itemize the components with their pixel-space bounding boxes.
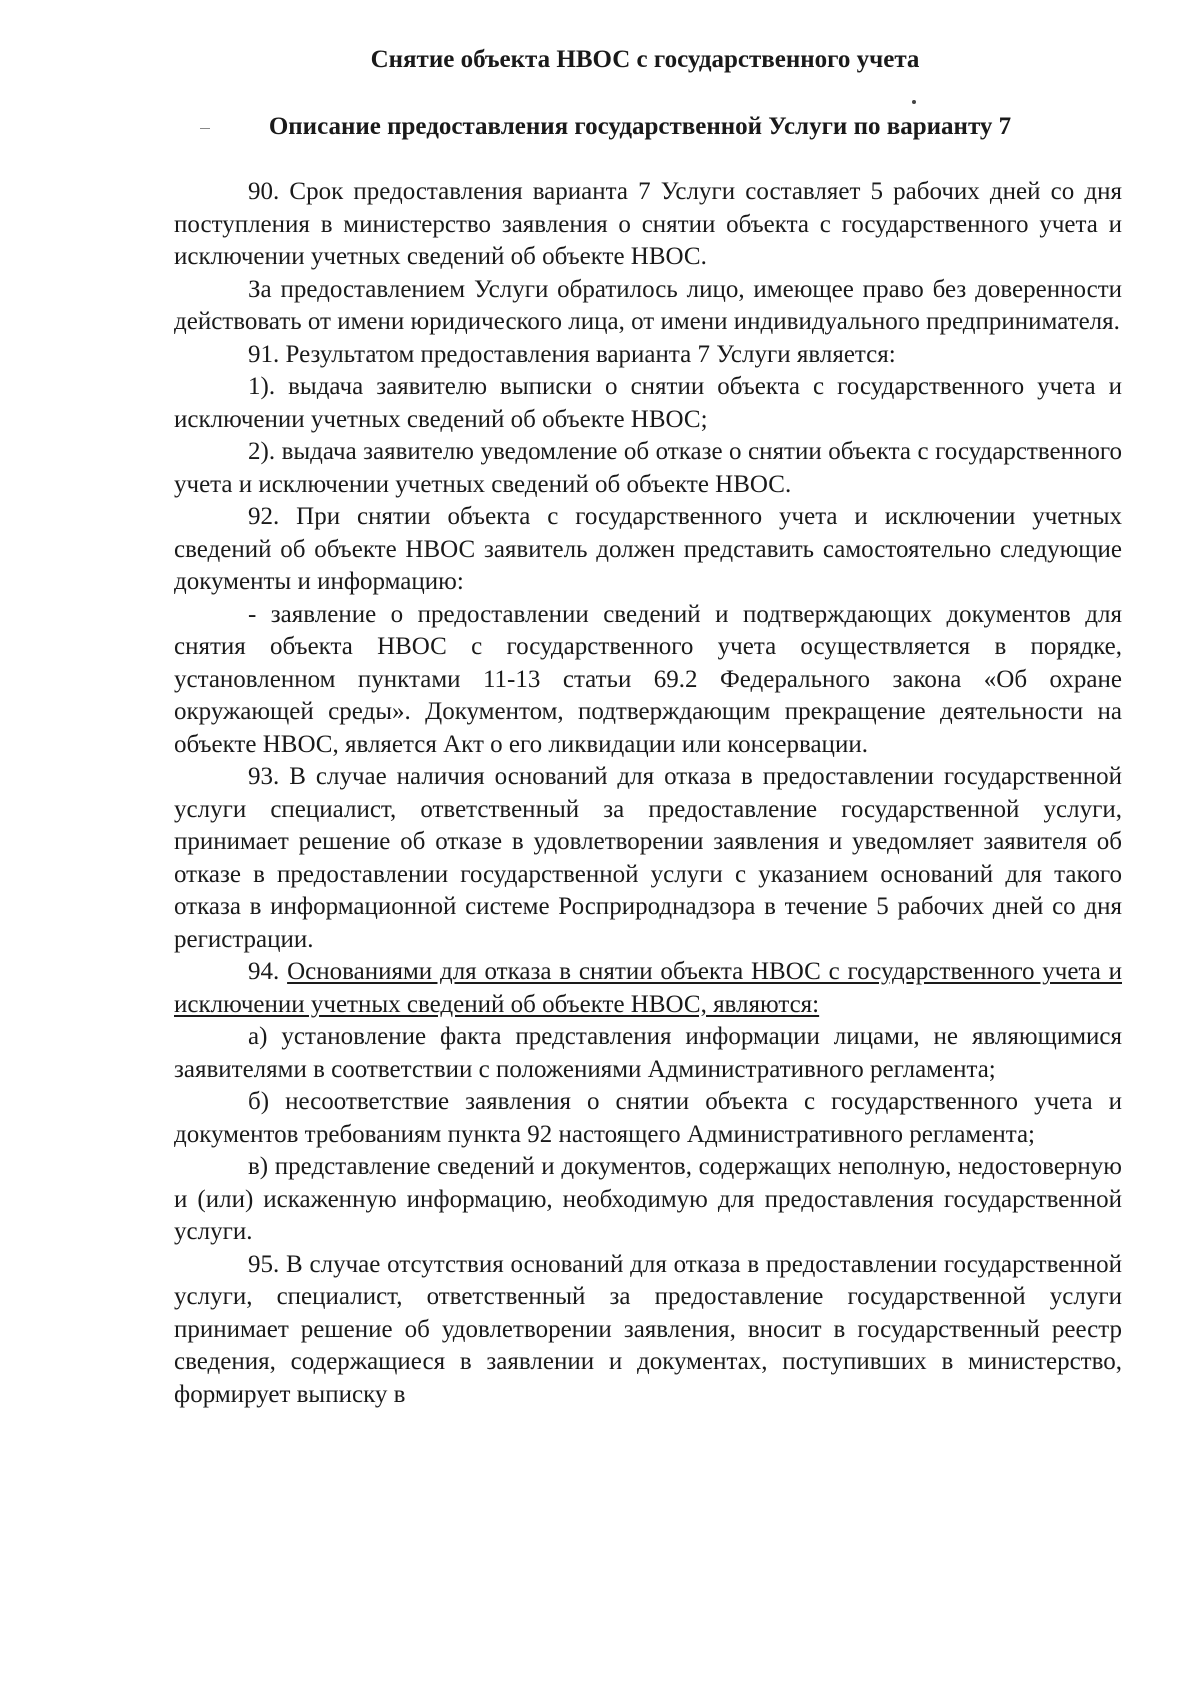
paragraph-94 bbox=[174, 956, 1122, 1021]
paragraph-94-underlined-text: Основаниями для отказа в снятии объекта НВОС с государственного учета и исключении учетных сведений об объекте НВОС, являются: bbox=[174, 958, 1122, 1018]
paragraph-91-item-1: 1). выдача заявителю выписки о снятии объекта с государственного учета и исключении учетных сведений об объекте НВОС; bbox=[174, 373, 1122, 433]
paragraph-94-number: 94. bbox=[248, 958, 280, 985]
paragraph-92: 92. При снятии объекта с государственного учета и исключении учетных сведений об объекте НВОС заявитель должен представить самостоятельно следующие документы и информацию: bbox=[174, 503, 1122, 595]
paragraph-94-item-b: б) несоответствие заявления о снятии объекта с государственного учета и документов требованиям пункта 92 настоящего Административного регламента; bbox=[174, 1088, 1122, 1148]
paragraph-90: 90. Срок предоставления варианта 7 Услуги составляет 5 рабочих дней со дня поступления в министерство заявления о снятии объекта с государственного учета и исключении учетных сведений об объекте НВОС. bbox=[174, 178, 1122, 270]
document-body bbox=[174, 176, 1122, 1411]
paragraph-92-item: - заявление о предоставлении сведений и подтверждающих документов для снятия объекта НВОС с государственного учета осуществляется в порядке, установленном пунктами 11-13 статьи 69.2 Федерального закона «Об охране окружающей среды». Документом, подтверждающим прекращение деятельности на объекте НВОС, является Акт о его ликвидации или консервации. bbox=[174, 600, 1122, 758]
document-title: Снятие объекта НВОС с государственного учета bbox=[370, 46, 920, 73]
document-subtitle: Описание предоставления государственной Услуги по варианту 7 bbox=[268, 113, 1012, 140]
paragraph-90-applicant: За предоставлением Услуги обратилось лицо, имеющее право без доверенности действовать от имени юридического лица, от имени индивидуального предпринимателя. bbox=[174, 275, 1122, 335]
paragraph-95: 95. В случае отсутствия оснований для отказа в предоставлении государственной услуги, специалист, ответственный за предоставление государственной услуги принимает решение об удовлетворении заявления, вносит в государственный реестр сведения, содержащиеся в заявлении и документах, поступивших в министерство, формирует выписку в bbox=[174, 1250, 1122, 1408]
paragraph-94-item-a: а) установление факта представления информации лицами, не являющимися заявителями в соответствии с положениями Административного регламента; bbox=[174, 1023, 1122, 1083]
paragraph-94-item-v: в) представление сведений и документов, содержащих неполную, недостоверную и (или) искаженную информацию, необходимую для предоставления государственной услуги. bbox=[174, 1153, 1122, 1245]
paragraph-91-item-2: 2). выдача заявителю уведомление об отказе о снятии объекта с государственного учета и исключении учетных сведений об объекте НВОС. bbox=[174, 438, 1122, 498]
paragraph-93: 93. В случае наличия оснований для отказа в предоставлении государственной услуги специалист, ответственный за предоставление государственной услуги, принимает решение об отказе в удовлетворении заявления и уведомляет заявителя об отказе в предоставлении государственной услуги с указанием оснований для такого отказа в информационной системе Росприроднадзора в течение 5 рабочих дней со дня регистрации. bbox=[174, 763, 1122, 953]
paragraph-91: 91. Результатом предоставления варианта 7 Услуги является: bbox=[248, 340, 896, 368]
scan-artifact-dot bbox=[912, 100, 916, 104]
